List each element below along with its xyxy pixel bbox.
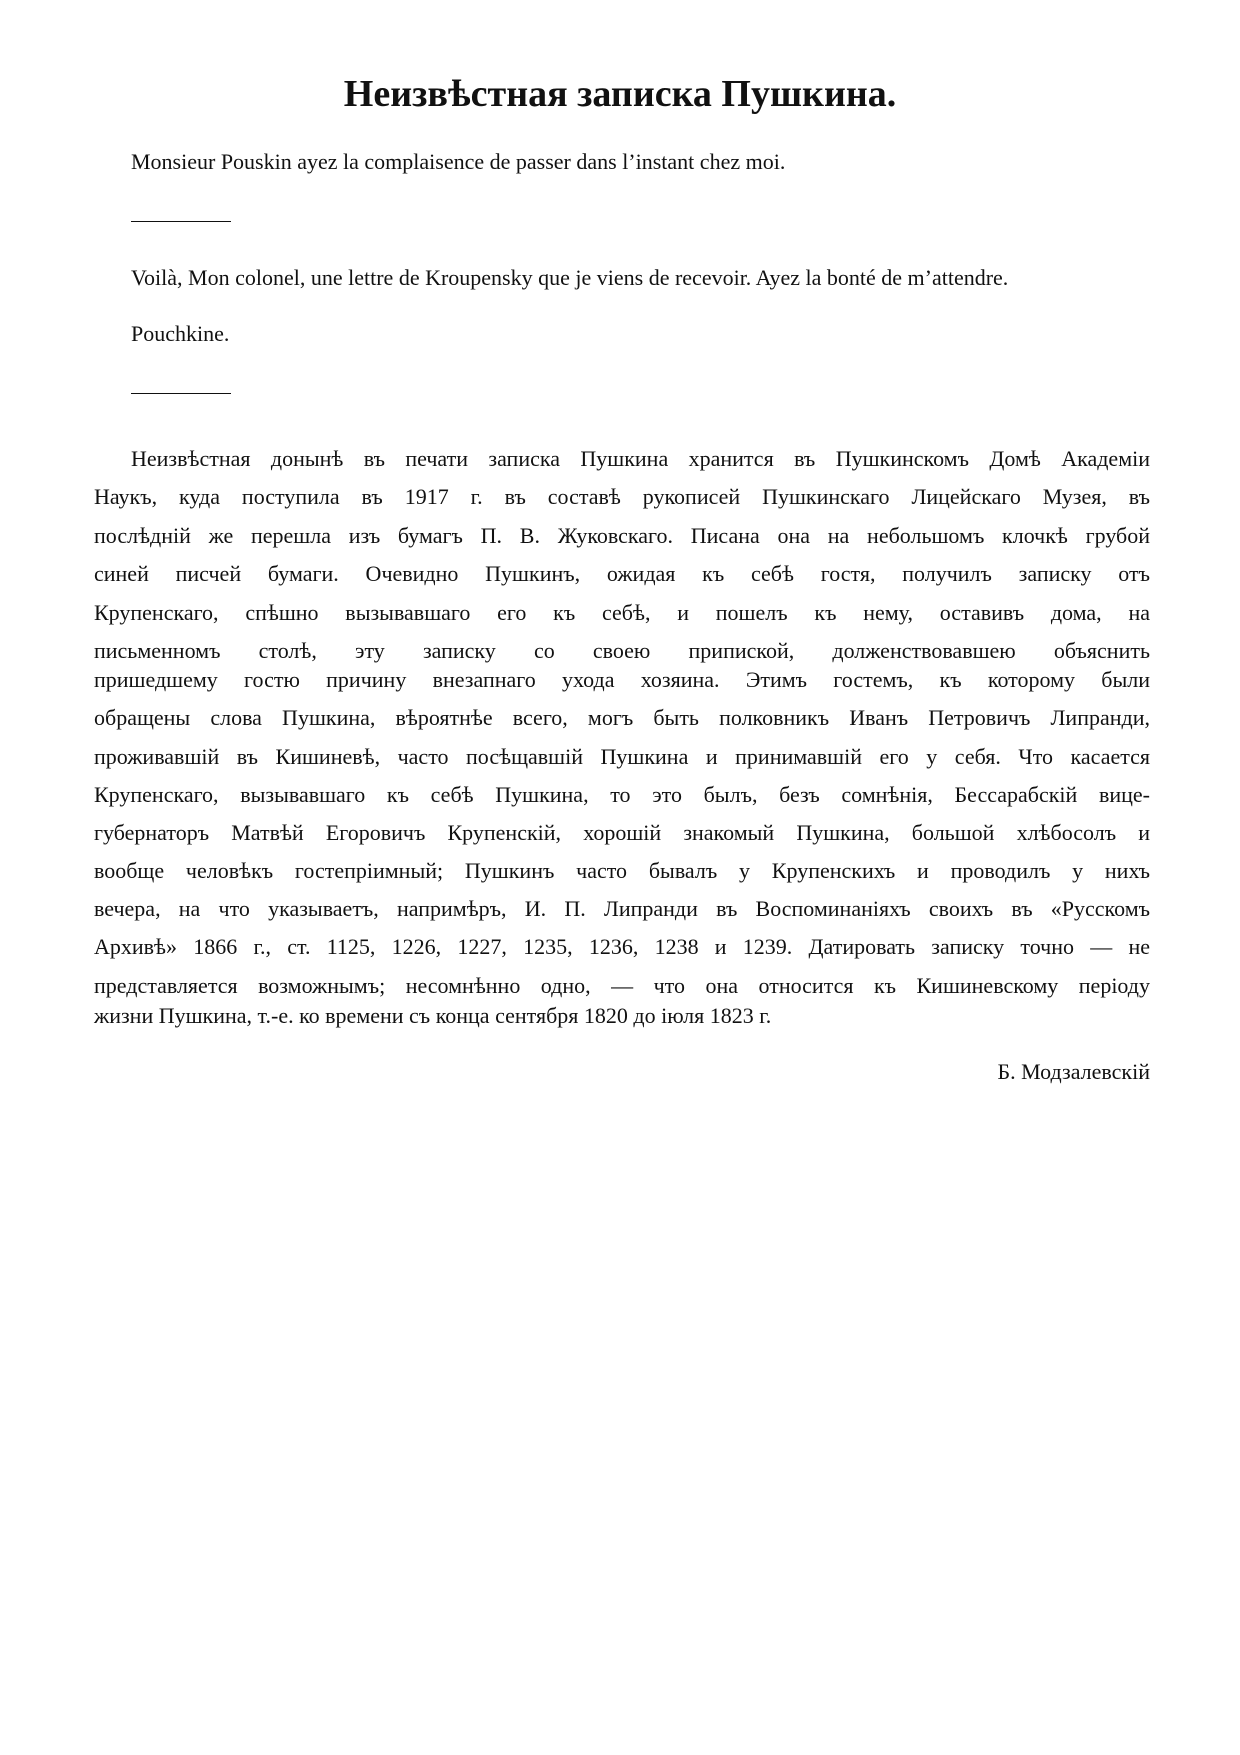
body-line: Архивѣ» 1866 г., ст. 1125, 1226, 1227, 1235, 1236, 1238 и 1239. Датировать записку точно — не: [94, 934, 1150, 959]
page-title: Неизвѣстная записка Пушкина.: [343, 73, 897, 115]
note-2: Voilà, Mon colonel, une lettre de Kroupensky que je viens de recevoir. Ayez la bonté de m’attendre.: [131, 265, 1009, 290]
body-line: Крупенскаго, спѣшно вызывавшаго его къ себѣ, и пошелъ къ нему, оставивъ дома, на: [94, 600, 1150, 625]
author-signature: Б. Модзалевскій: [997, 1059, 1150, 1084]
separator-rule: [131, 393, 231, 394]
body-line: Крупенскаго, вызывавшаго къ себѣ Пушкина, то это былъ, безъ сомнѣнія, Бессарабскій вице-: [94, 782, 1150, 807]
body-line: представляется возможнымъ; несомнѣнно одно, — что она относится къ Кишиневскому періоду: [94, 973, 1150, 998]
body-line: синей писчей бумаги. Очевидно Пушкинъ, ожидая къ себѣ гостя, получилъ записку отъ: [94, 561, 1150, 586]
body-line: пришедшему гостю причину внезапнаго ухода хозяина. Этимъ гостемъ, къ которому были: [94, 667, 1150, 692]
body-line: проживавшій въ Кишиневѣ, часто посѣщавшій Пушкина и принимавшій его у себя. Что касается: [94, 744, 1150, 769]
body-line: вообще человѣкъ гостепріимный; Пушкинъ часто бывалъ у Крупенскихъ и проводилъ у нихъ: [94, 858, 1150, 883]
body-line: обращены слова Пушкина, вѣроятнѣе всего, могъ быть полковникъ Иванъ Петровичъ Липранди,: [94, 705, 1150, 730]
body-line: послѣдній же перешла изъ бумагъ П. В. Жуковскаго. Писана она на небольшомъ клочкѣ грубой: [94, 523, 1150, 548]
separator-rule: [131, 221, 231, 222]
body-line: вечера, на что указываетъ, напримѣръ, И. П. Липранди въ Воспоминаніяхъ своихъ въ «Русскомъ: [94, 896, 1150, 921]
body-line: жизни Пушкина, т.-е. ко времени съ конца сентября 1820 до іюля 1823 г.: [94, 1003, 772, 1028]
body-line: Наукъ, куда поступила въ 1917 г. въ составѣ рукописей Пушкинскаго Лицейскаго Музея, въ: [94, 484, 1150, 509]
note-2-signature: Pouchkine.: [131, 321, 230, 346]
note-1: Monsieur Pouskin ayez la complaisence de passer dans l’instant chez moi.: [131, 149, 786, 174]
body-line: письменномъ столѣ, эту записку со своею припиской, долженствовавшею объяснить: [94, 638, 1150, 663]
body-line: Неизвѣстная донынѣ въ печати записка Пушкина хранится въ Пушкинскомъ Домѣ Академіи: [131, 446, 1150, 471]
body-line: губернаторъ Матвѣй Егоровичъ Крупенскій, хорошій знакомый Пушкина, большой хлѣбосолъ и: [94, 820, 1150, 845]
